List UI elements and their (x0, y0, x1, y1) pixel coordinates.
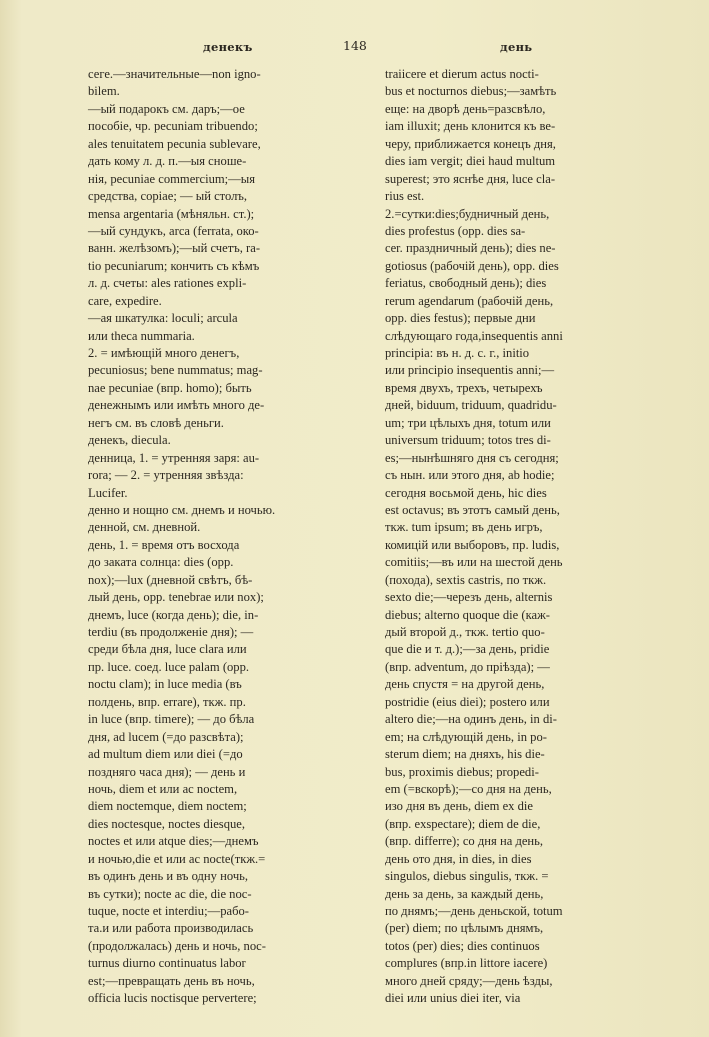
left-column-line: поздняго часа дня); — день и (88, 764, 246, 779)
right-column-line: singulos, diebus singulis, ткж. = (385, 869, 549, 884)
left-column-line: среди бѣла дня, luce clara или (88, 642, 247, 657)
right-column-line: est octavus; въ этотъ самый день, (385, 502, 560, 517)
running-header (0, 38, 709, 58)
left-column-line: средства, copiae; — ый столъ, (88, 189, 248, 204)
left-column-line: rora; — 2. = утренняя звѣзда: (88, 468, 244, 483)
right-column-line: комицій или выборовъ, пр. ludis, (385, 537, 560, 552)
left-column-line: dies noctesque, noctes diesque, (88, 816, 246, 831)
right-column-line: em (=вскорѣ);—со дня на день, (385, 781, 552, 796)
left-column-line: пособіе, чр. pecuniam tribuendo; (88, 119, 258, 134)
left-column-line: или theca nummaria. (88, 328, 195, 343)
right-column-line: время двухъ, трехъ, четырехъ (385, 380, 543, 395)
left-column-line: care, expedire. (88, 293, 162, 308)
right-column-line: comitiis;—въ или на шестой день (385, 555, 563, 570)
right-column (385, 66, 690, 1008)
right-column-line: totos (per) dies; dies continuos (385, 938, 540, 953)
left-column-line: diem noctemque, diem noctem; (88, 799, 247, 814)
left-column-line: est;—превращать день въ ночь, (88, 973, 255, 988)
right-column-line: rius est. (385, 189, 425, 204)
left-column-line: и ночью,die et или ac nocte(ткж.= (88, 851, 266, 866)
right-column-line: es;—нынѣшняго дня съ сегодня; (385, 450, 559, 465)
right-column-line: еще: на дворѣ день=разсвѣло, (385, 101, 546, 116)
left-column-line: nae pecuniae (впр. homo); быть (88, 380, 252, 395)
right-column-line: ткж. tum ipsum; въ день игръ, (385, 520, 543, 535)
left-column-line: въ одинъ день и въ одну ночь, (88, 869, 249, 884)
left-column-line: ad multum diem или diei (=до (88, 747, 243, 762)
right-column-line: изо дня въ день, diem ex die (385, 799, 533, 814)
right-column-line: по днямъ;—день деньской, totum (385, 904, 563, 918)
left-column-line: негъ см. въ словѣ деньги. (88, 415, 224, 430)
right-column-line: principia: въ н. д. с. г., initio (385, 346, 530, 360)
left-column-line: денежнымъ или имѣть много де- (88, 398, 265, 413)
right-column-line: universum triduum; totos tres di- (385, 433, 551, 448)
left-column-line: денной, см. дневной. (88, 520, 201, 535)
left-column-line: (продолжалась) день и ночь, noc- (88, 938, 266, 953)
left-column-line: до заката солнца: dies (opp. (88, 555, 234, 570)
right-column-line: sexto die;—черезъ день, alternis (385, 590, 553, 605)
left-column-line: terdiu (въ продолженіе дня); — (88, 625, 254, 639)
right-column-line: дней, biduum, triduum, quadridu- (385, 398, 557, 413)
right-column-line: сегодня восьмой день, hic dies (385, 485, 547, 500)
left-column-line: дня, ad lucem (=до разсвѣта); (88, 729, 244, 744)
left-column-line: нія, pecuniae commercium;—ыя (88, 171, 256, 186)
right-column-line: день ото дня, in dies, in dies (385, 851, 532, 866)
right-column-line: дый второй д., ткж. tertio quo- (385, 625, 545, 639)
right-column-line: (впр. differre); со дня на день, (385, 834, 544, 849)
right-column-line: superest; это яснѣе дня, luce cla- (385, 171, 556, 186)
left-column-line: лый день, opp. tenebrae или nox); (88, 590, 264, 605)
left-column-line: in luce (впр. timere); — до бѣла (88, 712, 255, 727)
right-column-line: или principio insequentis anni;— (385, 363, 555, 378)
left-column-line: денекъ, diecula. (88, 433, 171, 448)
right-column-line: opp. dies festus); первые дни (385, 311, 536, 326)
left-column-line: день, 1. = время отъ восхода (88, 537, 240, 552)
right-column-line: postridie (eius diei); postero или (385, 694, 550, 709)
right-column-line: cer. праздничный день); dies ne- (385, 241, 556, 256)
right-column-line: (впр. exspectare); diem de die, (385, 816, 541, 831)
right-column-line: gotiosus (рабочій день), opp. dies (385, 258, 559, 273)
left-column-line: —ый сундукъ, arca (ferrata, око- (88, 223, 259, 238)
left-column-line: днемъ, luce (когда день); die, in- (88, 607, 259, 622)
left-column-line: денно и нощно см. днемъ и ночью. (88, 502, 276, 517)
right-column-line: dies iam vergit; diei haud multum (385, 154, 556, 169)
left-column-line: та.и или работа производилась (88, 921, 254, 936)
right-column-line: день спустя = на другой день, (385, 677, 545, 692)
right-column-line: em; на слѣдующій день, in po- (385, 729, 547, 744)
left-column-line: полдень, впр. errare), ткж. пр. (88, 694, 246, 709)
right-column-line: 2.=сутки:dies;будничный день, (385, 206, 550, 221)
left-column-line: pecuniosus; bene nummatus; mag- (88, 363, 263, 378)
left-column-line: ванн. желѣзомъ);—ый счетъ, ra- (88, 241, 261, 256)
left-column-line: noctes et или atque dies;—днемъ (88, 834, 259, 849)
right-column-line: (впр. adventum, до пріѣзда); — (385, 659, 550, 674)
header-left-word: денекъ (203, 40, 253, 54)
page-number: 148 (343, 38, 367, 53)
left-column-line: ales tenuitatem pecunia sublevare, (88, 136, 261, 151)
left-column-line: officia lucis noctisque pervertere; (88, 991, 257, 1006)
right-column-line: que die и т. д.);—за день, pridie (385, 642, 550, 657)
left-column (88, 66, 390, 1008)
left-column-line: 2. = имѣющій много денегъ, (88, 346, 240, 360)
right-column-line: съ нын. или этого дня, ab hodie; (385, 468, 555, 483)
left-column-line: mensa argentaria (мѣняльн. ст.); (88, 206, 255, 221)
left-column-line: —ый подарокъ см. даръ;—ое (88, 101, 245, 116)
left-column-line: noctu clam); in luce media (въ (88, 677, 242, 692)
right-column-line: altero die;—на одинъ день, in di- (385, 712, 557, 727)
right-column-line: bus et nocturnos diebus;—замѣть (385, 84, 557, 99)
left-column-line: пр. luce. соед. luce palam (opp. (88, 659, 250, 674)
left-column-line: Lucifer. (88, 485, 128, 500)
right-column-line: bus, proximis diebus; propedi- (385, 764, 539, 779)
left-column-line: bilem. (88, 84, 120, 99)
left-column-line: nox);—lux (дневной свѣтъ, бѣ- (88, 572, 253, 587)
right-column-line: diei или unius diei iter, via (385, 991, 521, 1006)
left-column-line: л. д. счеты: ales rationes expli- (88, 276, 247, 291)
right-column-line: черу, приближается конецъ дня, (385, 136, 556, 151)
right-column-line: dies profestus (opp. dies sa- (385, 223, 526, 238)
right-column-line: feriatus, свободный день); dies (385, 276, 547, 291)
left-column-line: въ сутки); nocte ac die, die noc- (88, 886, 252, 901)
left-column-line: ночь, diem et или ac noctem, (88, 781, 238, 796)
left-column-line: —ая шкатулка: loculi; arcula (88, 311, 238, 326)
right-column-line: um; три цѣлыхъ дня, totum или (385, 415, 551, 430)
right-column-line: много дней сряду;—день ѣзды, (385, 973, 553, 988)
right-column-line: (похода), sextis castris, по ткж. (385, 572, 547, 587)
right-column-line: diebus; alterno quoque die (каж- (385, 607, 551, 622)
left-column-line: turnus diurno continuatus labor (88, 956, 246, 971)
right-column-line: день за день, за каждый день, (385, 886, 544, 901)
left-column-line: дать кому л. д. п.—ыя сноше- (88, 154, 247, 169)
right-column-line: rerum agendarum (рабочій день, (385, 293, 554, 308)
right-column-line: sterum diem; на дняхъ, his die- (385, 747, 545, 762)
right-column-line: traiicere et dierum actus nocti- (385, 67, 539, 81)
right-column-line: слѣдующаго года,insequentis anni (385, 328, 563, 343)
right-column-line: (per) diem; по цѣлымъ днямъ, (385, 921, 544, 936)
right-column-line: complures (впр.in littore iacere) (385, 956, 548, 971)
right-column-line: iam illuxit; день клонится къ ве- (385, 119, 556, 134)
left-column-line: tio pecuniarum; кончить съ кѣмъ (88, 258, 260, 273)
left-column-line: денница, 1. = утренняя заря: au- (88, 450, 260, 465)
header-right-word: день (500, 40, 533, 54)
left-column-line: сеге.—значительные—non igno- (88, 67, 261, 81)
left-column-line: tuque, nocte et interdiu;—рабо- (88, 904, 249, 918)
